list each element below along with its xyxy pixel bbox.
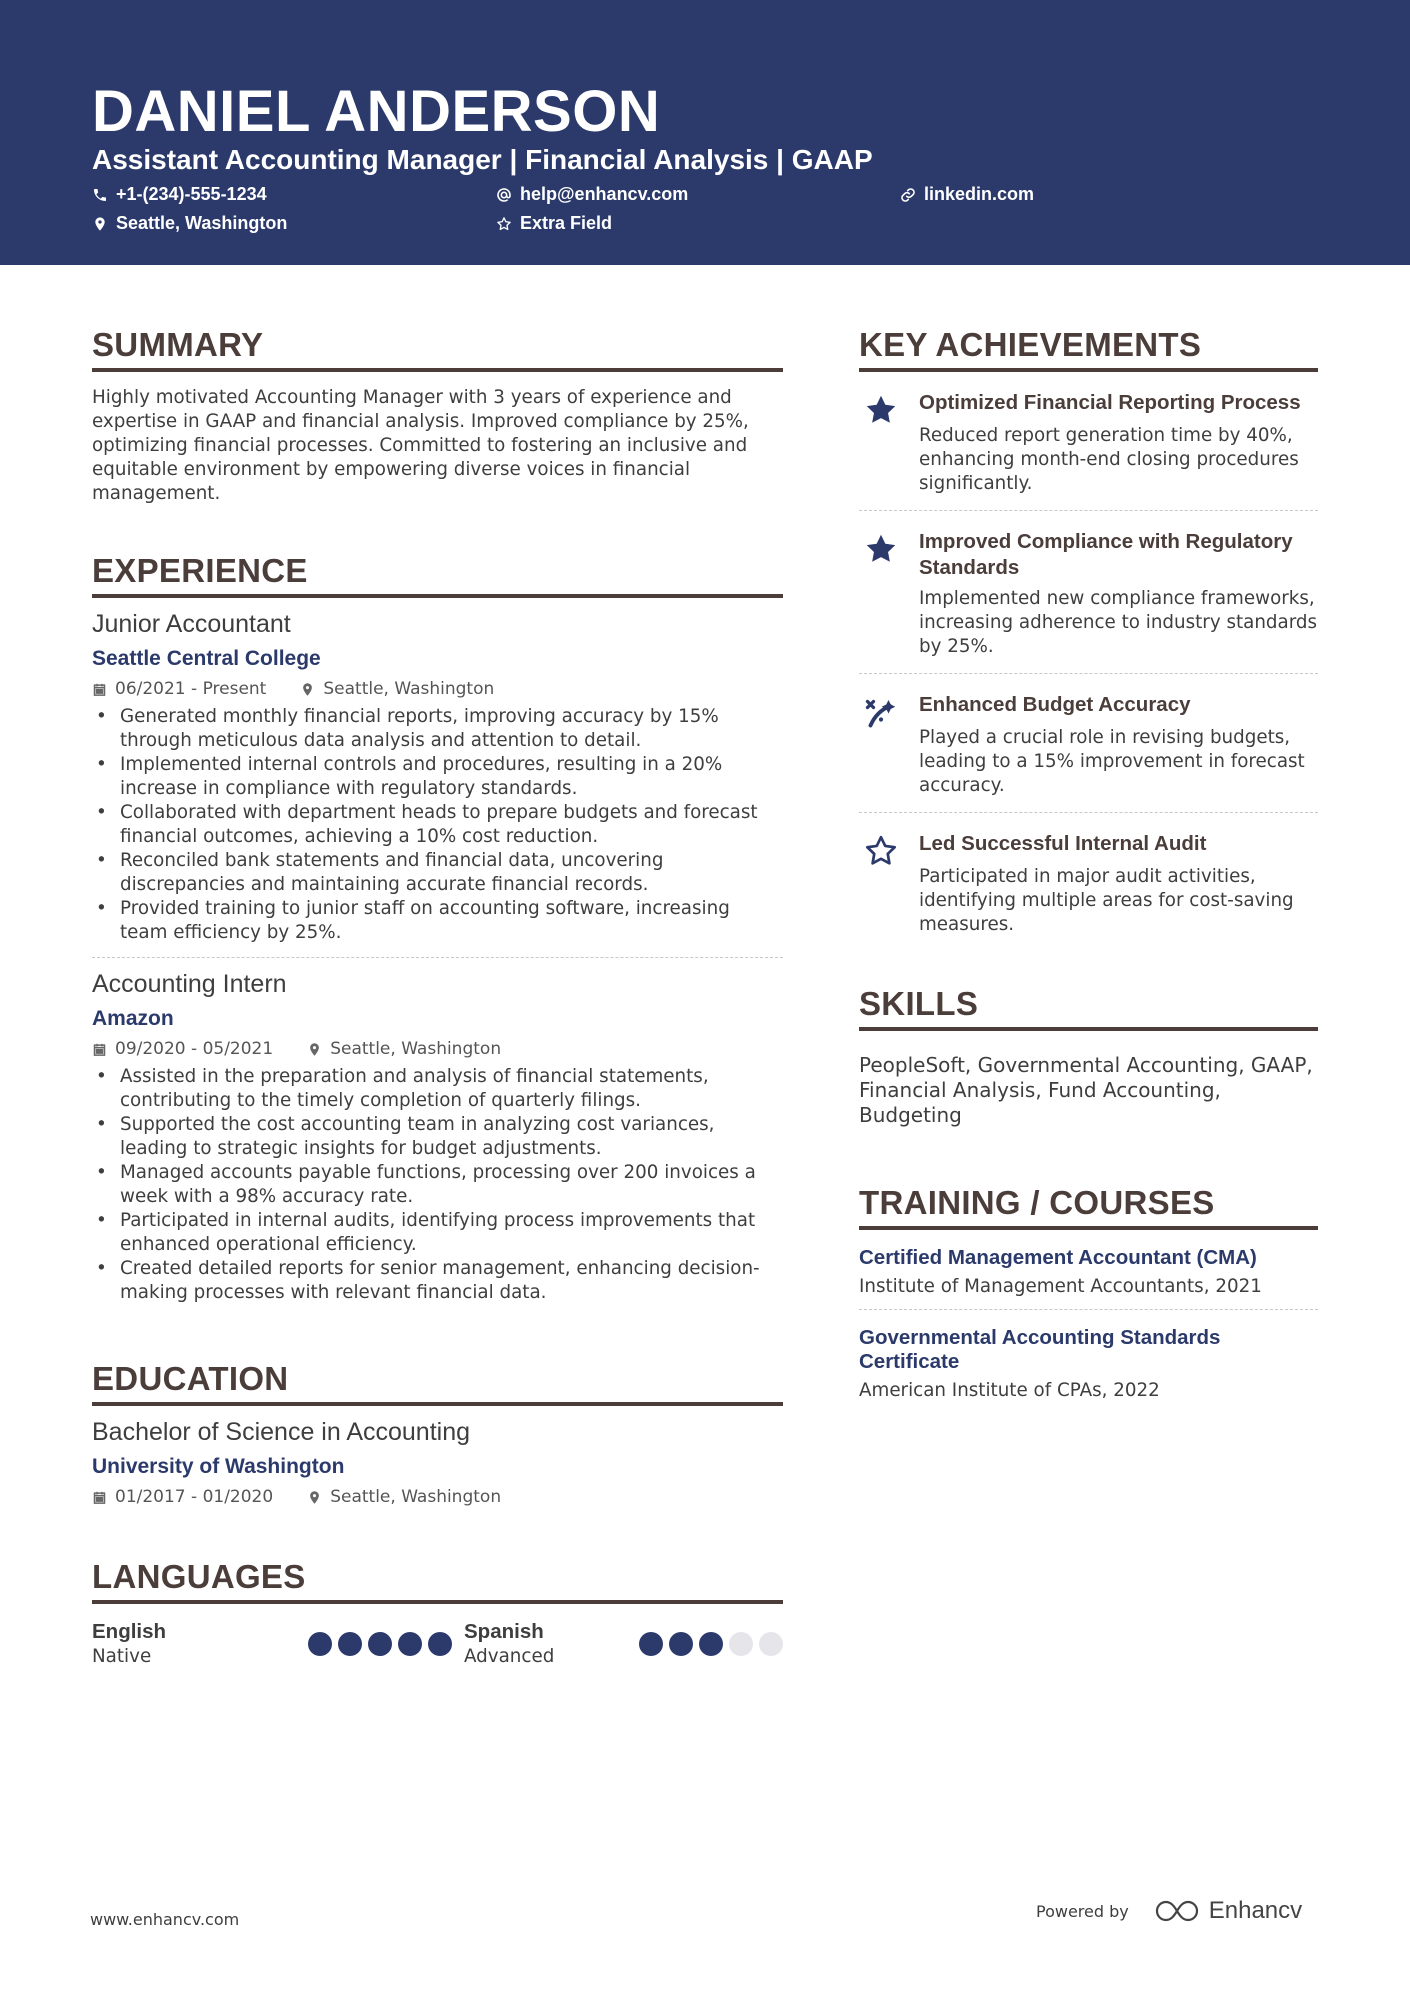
course-item — [859, 1246, 1318, 1297]
extra-field-text: Extra Field — [520, 213, 613, 233]
footer-branding — [1036, 1897, 1302, 1925]
summary-heading: SUMMARY — [92, 326, 264, 363]
section-divider — [859, 1226, 1318, 1230]
job-meta — [92, 1039, 783, 1059]
job-company: Amazon — [92, 1007, 174, 1030]
skills-text: PeopleSoft, Governmental Accounting, GAAP, Financial Analysis, Fund Accounting, Budgeting — [859, 1053, 1313, 1127]
achievement-item — [859, 813, 1318, 937]
section-divider — [92, 1600, 783, 1604]
contact-location — [92, 213, 287, 234]
location-pin-icon — [307, 1042, 322, 1057]
location-pin-icon — [300, 682, 315, 697]
achievements-section — [859, 326, 1318, 937]
brand-name: Enhancv — [1208, 1897, 1303, 1924]
bullet-item: • Created detailed reports for senior management, enhancing decision-making processes with relevant financial data. — [92, 1257, 783, 1305]
bullet-item: • Reconciled bank statements and financial data, uncovering discrepancies and maintaining accurate financial records. — [92, 849, 783, 897]
summary-text: Highly motivated Accounting Manager with 3 years of experience and expertise in GAAP and financial analysis. Improved compliance by 25%, optimizing financial processes. Committed to fostering an inclusive and equitable environment by empowering diverse voices in financial management. — [92, 387, 749, 504]
phone-icon — [92, 187, 108, 203]
at-icon — [496, 187, 512, 203]
location-pin-icon — [92, 216, 108, 232]
education-dates: 01/2017 - 01/2020 — [115, 1487, 274, 1507]
contact-extra — [496, 213, 612, 234]
languages-row — [92, 1620, 783, 1667]
section-divider — [859, 1027, 1318, 1031]
achievement-desc: Reduced report generation time by 40%, enhancing month-end closing procedures significantly. — [919, 425, 1299, 494]
achievement-item — [859, 511, 1318, 659]
linkedin-text[interactable]: linkedin.com — [924, 184, 1035, 204]
experience-section — [92, 552, 783, 1305]
rating-dot-filled — [398, 1632, 422, 1656]
star-outline-icon — [496, 216, 512, 232]
star-filled-icon — [863, 531, 899, 567]
job-bullets — [92, 705, 783, 945]
skills-section — [859, 985, 1318, 1128]
star-outline-icon — [863, 833, 899, 869]
rating-dot-filled — [338, 1632, 362, 1656]
job-company: Seattle Central College — [92, 647, 321, 670]
calendar-icon — [92, 1490, 107, 1505]
resume-header — [0, 0, 1410, 265]
achievement-title: Enhanced Budget Accuracy — [919, 693, 1191, 716]
rating-dot-filled — [639, 1632, 663, 1656]
course-org: Institute of Management Accountants, 2021 — [859, 1276, 1262, 1297]
job-bullets — [92, 1065, 783, 1305]
achievement-title: Optimized Financial Reporting Process — [919, 391, 1301, 414]
language-item — [464, 1620, 783, 1667]
course-name: Governmental Accounting Standards Certificate — [859, 1326, 1221, 1373]
bullet-item: • Implemented internal controls and procedures, resulting in a 20% increase in compliance with regulatory standards. — [92, 753, 783, 801]
bullet-item: • Provided training to junior staff on accounting software, increasing team efficiency by 25%. — [92, 897, 783, 945]
school-name: University of Washington — [92, 1455, 345, 1478]
footer-website[interactable]: www.enhancv.com — [90, 1910, 240, 1929]
skills-heading: SKILLS — [859, 985, 979, 1022]
language-name: English — [92, 1620, 167, 1643]
rating-dot-filled — [699, 1632, 723, 1656]
languages-heading: LANGUAGES — [92, 1558, 306, 1595]
candidate-name: DANIEL ANDERSON — [92, 79, 661, 144]
enhancv-logo-icon — [1153, 1898, 1201, 1924]
education-heading: EDUCATION — [92, 1360, 289, 1397]
bullet-item: • Assisted in the preparation and analysis of financial statements, contributing to the timely completion of quarterly filings. — [92, 1065, 783, 1113]
rating-dot-filled — [669, 1632, 693, 1656]
contact-phone — [92, 184, 267, 205]
bullet-item: • Participated in internal audits, identifying process improvements that enhanced operational efficiency. — [92, 1209, 783, 1257]
candidate-title: Assistant Accounting Manager | Financial Analysis | GAAP — [92, 144, 873, 175]
language-level: Native — [92, 1646, 152, 1667]
language-rating — [308, 1632, 452, 1656]
job-meta — [92, 679, 783, 699]
section-divider — [92, 594, 783, 598]
link-icon — [900, 187, 916, 203]
bullet-item: • Supported the cost accounting team in analyzing cost variances, leading to strategic insights for budget adjustments. — [92, 1113, 783, 1161]
achievement-item — [859, 372, 1318, 496]
training-heading: TRAINING / COURSES — [859, 1184, 1215, 1221]
calendar-icon — [92, 1042, 107, 1057]
rating-dot-filled — [308, 1632, 332, 1656]
rating-dot-empty — [729, 1632, 753, 1656]
languages-section — [92, 1558, 783, 1667]
achievement-title: Improved Compliance with Regulatory Standards — [919, 530, 1293, 579]
rating-dot-filled — [368, 1632, 392, 1656]
language-name: Spanish — [464, 1620, 544, 1643]
summary-section — [92, 326, 783, 506]
course-org: American Institute of CPAs, 2022 — [859, 1380, 1160, 1401]
achievement-title: Led Successful Internal Audit — [919, 832, 1207, 855]
achievement-desc: Participated in major audit activities, identifying multiple areas for cost-saving measures. — [919, 866, 1294, 935]
powered-by-text: Powered by — [1036, 1901, 1129, 1921]
contact-linkedin — [900, 184, 1034, 205]
education-meta — [92, 1487, 783, 1507]
achievements-heading: KEY ACHIEVEMENTS — [859, 326, 1202, 363]
enhancv-logo[interactable] — [1153, 1897, 1302, 1925]
star-filled-icon — [863, 392, 899, 428]
job-role: Junior Accountant — [92, 610, 291, 638]
location-pin-icon — [307, 1490, 322, 1505]
experience-heading: EXPERIENCE — [92, 552, 308, 589]
job-dates: 09/2020 - 05/2021 — [115, 1039, 274, 1059]
location-text: Seattle, Washington — [116, 213, 288, 233]
job-role: Accounting Intern — [92, 970, 287, 998]
education-section — [92, 1360, 783, 1507]
bullet-item: • Generated monthly financial reports, improving accuracy by 15% through meticulous data analysis and attention to detail. — [92, 705, 783, 753]
calendar-icon — [92, 682, 107, 697]
bullet-item: • Managed accounts payable functions, processing over 200 invoices a week with a 98% accuracy rate. — [92, 1161, 783, 1209]
entry-separator — [859, 1309, 1318, 1310]
course-name: Certified Management Accountant (CMA) — [859, 1246, 1257, 1269]
job-location: Seattle, Washington — [330, 1039, 502, 1059]
education-location: Seattle, Washington — [330, 1487, 502, 1507]
email-text[interactable]: help@enhancv.com — [520, 184, 689, 204]
section-divider — [92, 1402, 783, 1406]
job-dates: 06/2021 - Present — [115, 679, 267, 699]
magic-wand-icon — [863, 694, 899, 730]
job-entry — [92, 970, 783, 1305]
achievement-desc: Played a crucial role in revising budgets, leading to a 15% improvement in forecast accuracy. — [919, 727, 1305, 796]
bullet-item: • Collaborated with department heads to prepare budgets and forecast financial outcomes, achieving a 10% cost reduction. — [92, 801, 783, 849]
training-section — [859, 1184, 1318, 1401]
rating-dot-empty — [759, 1632, 783, 1656]
job-entry — [92, 610, 783, 945]
phone-text: +1-(234)-555-1234 — [116, 184, 267, 204]
achievement-desc: Implemented new compliance frameworks, increasing adherence to industry standards by 25%. — [919, 588, 1318, 657]
job-location: Seattle, Washington — [323, 679, 495, 699]
rating-dot-filled — [428, 1632, 452, 1656]
language-level: Advanced — [464, 1646, 555, 1667]
section-divider — [92, 368, 783, 372]
entry-separator — [92, 957, 783, 958]
achievement-item — [859, 674, 1318, 798]
contact-email — [496, 184, 688, 205]
course-item — [859, 1326, 1318, 1401]
language-item — [92, 1620, 464, 1667]
language-rating — [639, 1632, 783, 1656]
degree-title: Bachelor of Science in Accounting — [92, 1418, 471, 1446]
